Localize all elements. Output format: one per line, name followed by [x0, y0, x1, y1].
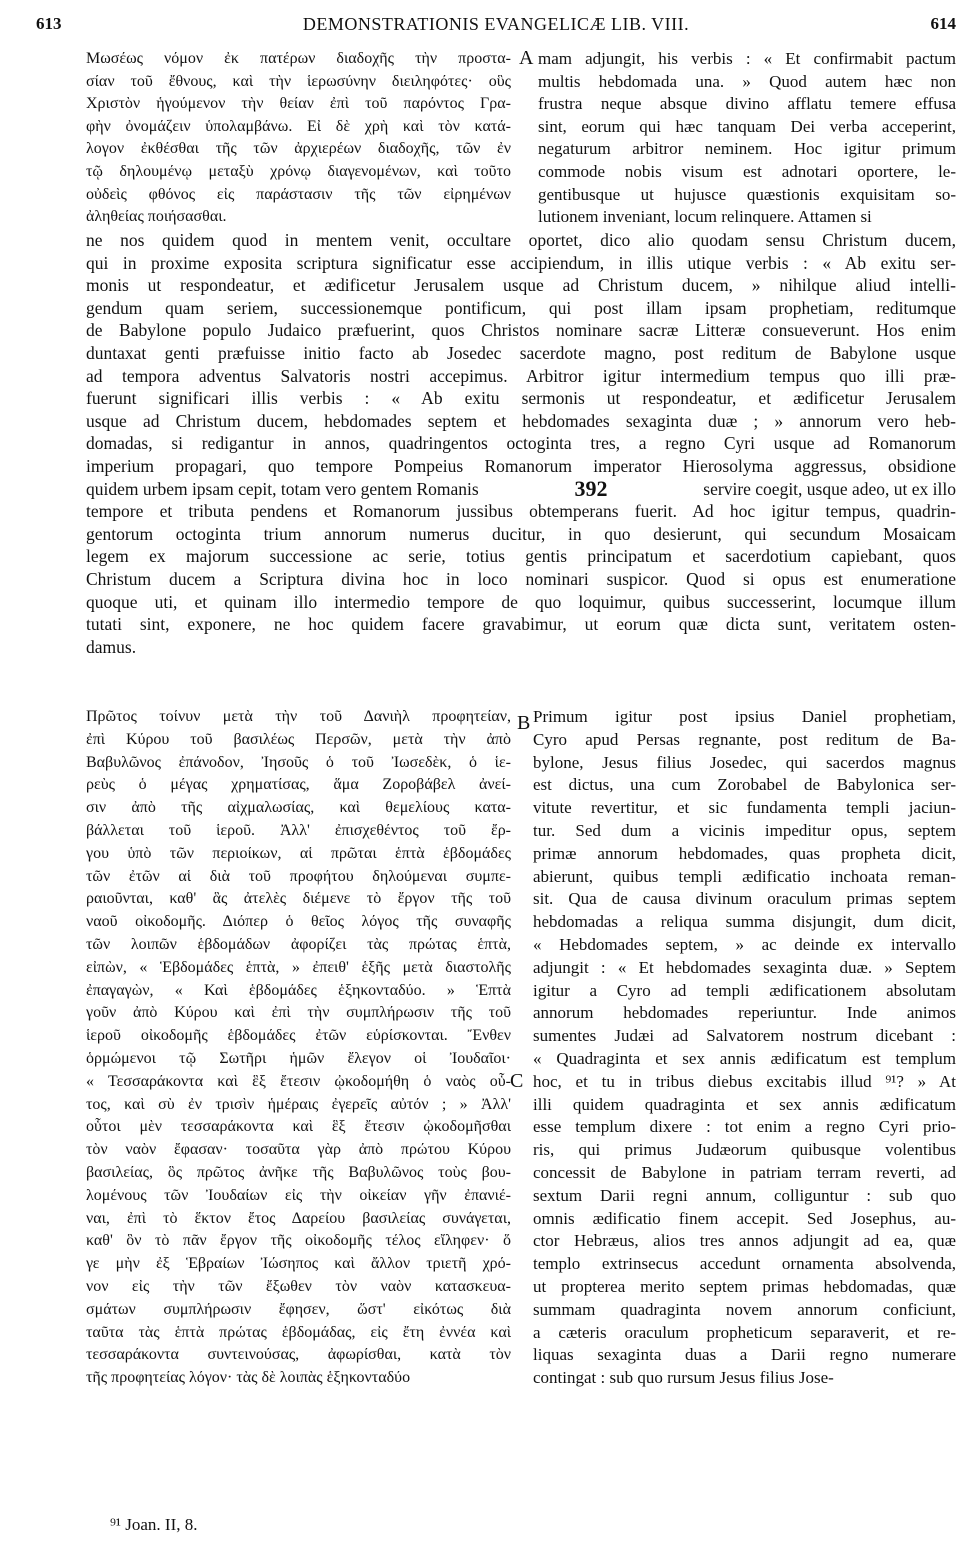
text-line: ne nos quidem quod in mentem venit, occultare oportet, dico alio quodam sensu Christum ducem,	[86, 230, 956, 250]
text-line: ναι, ἐπὶ τὸ ἕκτον ἔτος Δαρείου βασιλείας συνάγεται,	[86, 1209, 511, 1227]
text-line: abierunt, quibus templi ædificatio inchoata reman-	[533, 866, 956, 886]
text-line: Μωσέως νόμον ἐκ πατέρων διαδοχῆς τὴν προστα-	[86, 50, 511, 67]
running-title: DEMONSTRATIONIS EVANGELICÆ LIB. VIII.	[302, 14, 690, 34]
text-line: φὴν ὀνομάζειν ὑπολαμβάνω. Εἰ δὲ χρὴ καὶ τὸν κατά-	[86, 117, 511, 135]
text-line: frustra neque absque divino afflatu temere effusa	[538, 94, 956, 114]
text-line: ctor Hebræus, alios tres annos adjungit ad ea, quæ	[533, 1231, 956, 1251]
page-header	[36, 14, 956, 40]
text-line: negaturum arbitror neminem. Hoc igitur primum	[538, 139, 956, 159]
text-line: tempore et tributa pendens et Romanorum jussibus obtemperans fuerit. Ad hoc igitur tempus, quadrin-	[86, 501, 956, 522]
latin-column-a	[538, 48, 956, 229]
text-line: igitur a Cyro ad templi ædificationem absolutam	[533, 980, 956, 1000]
text-line: contingat : sub quo rursum Jesus filius Jose-	[533, 1368, 834, 1388]
text-line: Βαβυλῶνος ἐπάνοδον, Ἰησοῦς ὁ τοῦ Ἰωσεδὲκ, ὁ ἱε-	[86, 753, 511, 771]
greek-column-a	[86, 48, 511, 229]
text-line: « Quadraginta et sex annis ædificatum est templum	[533, 1048, 956, 1068]
text-line: quoque uti, et quinam illo intermedio tempore de quo loquimur, quibus successerint, locumque illum	[86, 591, 956, 612]
text-line: tur. Sed dum a vicinis impeditur opus, septem	[533, 820, 956, 840]
margin-marker-c: C	[510, 1070, 524, 1092]
greek-column-bc	[86, 706, 511, 1390]
text-line: esse templum dixere : tot enim a regno Cyri prio-	[533, 1117, 956, 1137]
text-line: bylone, Jesus filius Josedec, qui sacerdos magnus	[533, 752, 956, 772]
text-line: primæ annorum hebdomades, quas propheta dicit,	[533, 843, 956, 863]
text-line: vitute revertitur, et sic fundamenta templi jaciun-	[533, 798, 956, 818]
text-line: καθ' ὃν τὸ πᾶν ἔργον τῆς οἰκοδομῆς τέλος εἴληφεν· ὅ	[86, 1232, 511, 1250]
text-line	[86, 478, 956, 501]
page-number-left: 613	[36, 14, 62, 33]
text-line: σίαν τοῦ ἔθνους, καὶ τὴν ἱερωσύνην διειληφότες· οὓς	[86, 72, 511, 90]
text-line: τῆς προφητείας λόγον· τὰς δὲ λοιπὰς ἑξηκονταδύο	[86, 1369, 411, 1387]
text-line: gentibusque ut hujusce quæstionis exquisitam so-	[538, 184, 956, 204]
text-line: Primum igitur post ipsius Daniel prophetiam,	[533, 707, 956, 726]
text-line: ὁρμώμενοι τῷ Σωτῆρι ἡμῶν ἔλεγον οἱ Ἰουδαῖοι·	[86, 1049, 511, 1067]
text-line: sumentes Judæi ad Salvatorem nostrum dicebant :	[533, 1026, 956, 1046]
text-line: « Hebdomades septem, » ac deinde ex intervallo	[533, 934, 956, 954]
text-line: annorum hebdomades reperiuntur. Inde animos	[533, 1003, 956, 1023]
text-line: gendum quam seriem, successionemque pontificum, qui post illam ipsam prophetiam, reditumque	[86, 297, 956, 318]
text-line: hebdomadas a reliqua summa disjungit, dum dicit,	[533, 912, 956, 932]
text-line: ναοῦ οἰκοδομῆς. Διόπερ ὁ θεῖος λόγος τῆς συναφῆς	[86, 913, 511, 931]
text-line: σμάτων συμπλήρωσιν ἔφησεν, ὥστ' εἰκότως διὰ	[86, 1300, 511, 1318]
text-line: ἱεροῦ οἰκοδομῆς ἑβδομάδες ἐτῶν εὑρίσκονται. Ἔνθεν	[86, 1027, 511, 1045]
text-line: γε μὴν ἐξ Ἑβραίων Ἰώσηπος καὶ ἄλλον τριετῆ χρό-	[86, 1255, 511, 1273]
text-line: qui in proxime exposita scriptura significatur esse accipiendum, in illis utique verbis : « Ab exitu ser-	[86, 252, 956, 273]
text-line: duntaxat genti præfuisse initio facto ab Josedec sacerdote magno, post reditum de Babylone usque	[86, 342, 956, 363]
text-line: a cæteris oraculum propheticum separaverit, et re-	[533, 1322, 956, 1342]
text-line: Πρῶτος τοίνυν μετὰ τὴν τοῦ Δανιὴλ προφητείαν,	[86, 708, 511, 725]
text-line: ἐπὶ Κύρου τοῦ βασιλέως Περσῶν, μετὰ τὴν ἀπὸ	[86, 730, 511, 748]
text-line: ἀληθείας ποιήσασθαι.	[86, 208, 227, 226]
latin-column-bc	[533, 706, 956, 1390]
text-line: concessit de Babylone in patriam terram reverti, ad	[533, 1162, 956, 1182]
text-line: mam adjungit, his verbis : « Et confirmabit pactum	[538, 49, 956, 68]
text-line: fuerunt significari illis verbis : « Ab exitu sermonis ut respondeatur, et ædificetur Jerusalem	[86, 388, 956, 409]
text-line: Χριστὸν ἡγούμενον τὴν θείαν ἐπὶ τοῦ παρόντος Γρα-	[86, 95, 511, 113]
text-line: de Babylone populo Judaico præfuerint, quos Christos nominare sacræ Litteræ consueverunt. Hos enim	[86, 320, 956, 341]
text-line: Cyro apud Persas regnante, post reditum de Ba-	[533, 729, 956, 749]
footnote: ⁹¹ Joan. II, 8.	[110, 1515, 198, 1534]
text-segment: quidem urbem ipsam cepit, totam vero gentem Romanis	[86, 478, 479, 499]
text-line: summam quadraginta novem annorum conficiunt,	[533, 1299, 956, 1319]
text-line: ris, qui primus Judæorum quibusque volentibus	[533, 1140, 956, 1160]
text-line: ταῦτα τὰς ἑπτὰ πρώτας ἑβδομάδας, εἰς ἔτη ἐννέα καὶ	[86, 1323, 511, 1341]
margin-marker-a: A	[519, 47, 534, 69]
text-line: illi quidem quadraginta et sex annis ædificatum	[533, 1094, 956, 1114]
text-line: « Τεσσαράκοντα καὶ ἓξ ἔτεσιν ᾠκοδομήθη ὁ ναὸς οὗ-	[86, 1072, 511, 1090]
text-line: liquas sexaginta duas a Darii regno numerare	[533, 1345, 956, 1365]
text-line: ἐπαγαγὼν, « Καὶ ἑβδομάδες ἑξηκονταδύο. » Ἑπτὰ	[86, 981, 511, 999]
text-line: monis ut respondeatur, et ædificetur Jerusalem usque ad Christum ducem, » nihilque aliud intelli-	[86, 275, 956, 296]
text-line: οὐδεὶς φθόνος εἰς παράστασιν τῆς τῶν εἰρημένων	[86, 185, 511, 203]
text-line: λογον ἐκθέσθαι τῆς τῶν ἀρχιερέων διαδοχῆς, τῶν ἐν	[86, 140, 511, 158]
page-number-right: 614	[930, 14, 956, 33]
text-line: lutionem inveniant, locum relinquere. Attamen si	[538, 207, 872, 227]
text-line: τῶν ἐτῶν αἱ διὰ τοῦ προφήτου δηλούμεναι συμπε-	[86, 867, 511, 885]
text-line: gentorum octoginta trium annorum numerus ducitur, in quo desierunt, qui secundum Mosaicam	[86, 523, 956, 544]
text-line: omnis ædificatio finem accepit. Sed Josephus, au-	[533, 1208, 956, 1228]
text-line: εἰπὼν, « Ἑβδομάδες ἑπτὰ, » ἐπειθ' ἑξῆς μετὰ διαστολῆς	[86, 958, 511, 976]
text-line: multis hebdomada una. » Quod autem hæc non	[538, 71, 956, 91]
text-line: adjungit : « Et hebdomades sexaginta duæ. » Septem	[533, 957, 956, 977]
text-line: ut propterea merito septem primas hebdomadas, quæ	[533, 1276, 956, 1296]
text-line: λομένους τῶν Ἰουδαίων εἰς τὴν οἰκείαν γῆν ἐπανιέ-	[86, 1186, 511, 1204]
text-line: ad tempora adventus Salvatoris nostri accepimus. Arbitror igitur intermedium tempus quo illi præ-	[86, 365, 956, 386]
text-line: imperium propagari, quo tempore Pompeius Romanorum imperator Hierosolyma aggressus, obsidione	[86, 455, 956, 476]
text-line: sit. Qua de causa divinum oraculum primas septem	[533, 889, 956, 909]
text-line: ραιοῦνται, καθ' ἃς ἀτελὲς διέμενε τὸ ἔργον τῆς τοῦ	[86, 890, 511, 908]
text-line: ρεὺς ὁ μέγας χρηματίσας, ἅμα Ζοροβάβελ ἀνεί-	[86, 776, 511, 794]
text-line: sextum Darii regni annum, colliguntur : sub quo	[533, 1185, 956, 1205]
text-line: γου ὑπὸ τῶν περιοίκων, αἱ πρῶται ἑπτὰ ἑβδομάδες	[86, 844, 511, 862]
text-line: τος, καὶ σὺ ἐν τρισὶν ἡμέραις ἐγερεῖς αὐτόν ; » Ἀλλ'	[86, 1095, 511, 1113]
text-line: νον εἰς τὴν τῶν ἔξωθεν τὸν ναὸν κατασκευα-	[86, 1277, 511, 1295]
text-line: templo extrinsecus accedunt ornamenta absolvenda,	[533, 1254, 956, 1274]
text-segment: servire coegit, usque adeo, ut ex illo	[703, 478, 956, 499]
full-width-paragraph	[86, 229, 956, 658]
text-line: σιν ἀπὸ τῆς αἰχμαλωσίας, καὶ θεμελίους κατα-	[86, 799, 511, 817]
text-line: τεσσαράκοντα συντεινούσας, ἀφωρίσθαι, κατὰ τὸν	[86, 1346, 511, 1364]
text-line: βάλλεται τοῦ ἱεροῦ. Ἀλλ' ἐπισχεθέντος τοῦ ἔρ-	[86, 821, 511, 839]
text-line: domadas, si redigantur in annos, quadringentos octoginta tres, a regno Cyri usque ad Romanorum	[86, 433, 956, 454]
text-line: βασιλείας, ὃς πρῶτος ἀνῆκε τῆς Βαβυλῶνος τοὺς βου-	[86, 1163, 511, 1181]
text-line: Christum ducem a Scriptura divina hoc in loco nominari suspicor. Quod si opus est enumeratione	[86, 568, 956, 589]
text-line: sint, eorum qui hæc tanquam Dei verba acceperint,	[538, 116, 956, 136]
text-line: damus.	[86, 636, 137, 657]
text-line: est dictus, una cum Zorobabel de Babylonica ser-	[533, 775, 956, 795]
text-line: tutati sint, exponere, ne hoc quidem facere gravabimur, ut eorum quæ dicta sunt, veritatem osten-	[86, 614, 956, 635]
text-line: τῷ δηλουμένῳ μεταξὺ χρόνῳ διαγενομένων, καὶ τοῦτο	[86, 162, 511, 180]
margin-marker-b: B	[517, 712, 531, 734]
text-line: usque ad Christum ducem, hebdomades septem et hebdomades sexaginta duæ ; » annorum vero heb-	[86, 410, 956, 431]
text-line: γοῦν ἀπὸ Κύρου καὶ ἐπὶ τὴν συμπλήρωσιν τῆς τοῦ	[86, 1004, 511, 1022]
text-line: τὸν ναὸν ἔφασαν· τοσαῦτα γὰρ ἀπὸ πρώτου Κύρου	[86, 1141, 511, 1159]
text-line: οὗτοι μὲν τεσσαράκοντα καὶ ἓξ ἔτεσιν ᾠκοδομῆσθαι	[86, 1118, 511, 1136]
text-line: legem ex majorum successione ac serie, totius gentis principatum et sacerdotium capiebant, quos	[86, 546, 956, 567]
text-line: commode nobis visum est adnotari oportere, le-	[538, 161, 956, 181]
text-line: hoc, et tu in tribus diebus excitabis illud ⁹¹? » At	[533, 1071, 956, 1091]
page-marker-392: 392	[574, 477, 608, 501]
text-line: τῶν λοιπῶν ἑβδομάδων ἀφορίζει τὰς πρώτας ἑπτὰ,	[86, 935, 511, 953]
